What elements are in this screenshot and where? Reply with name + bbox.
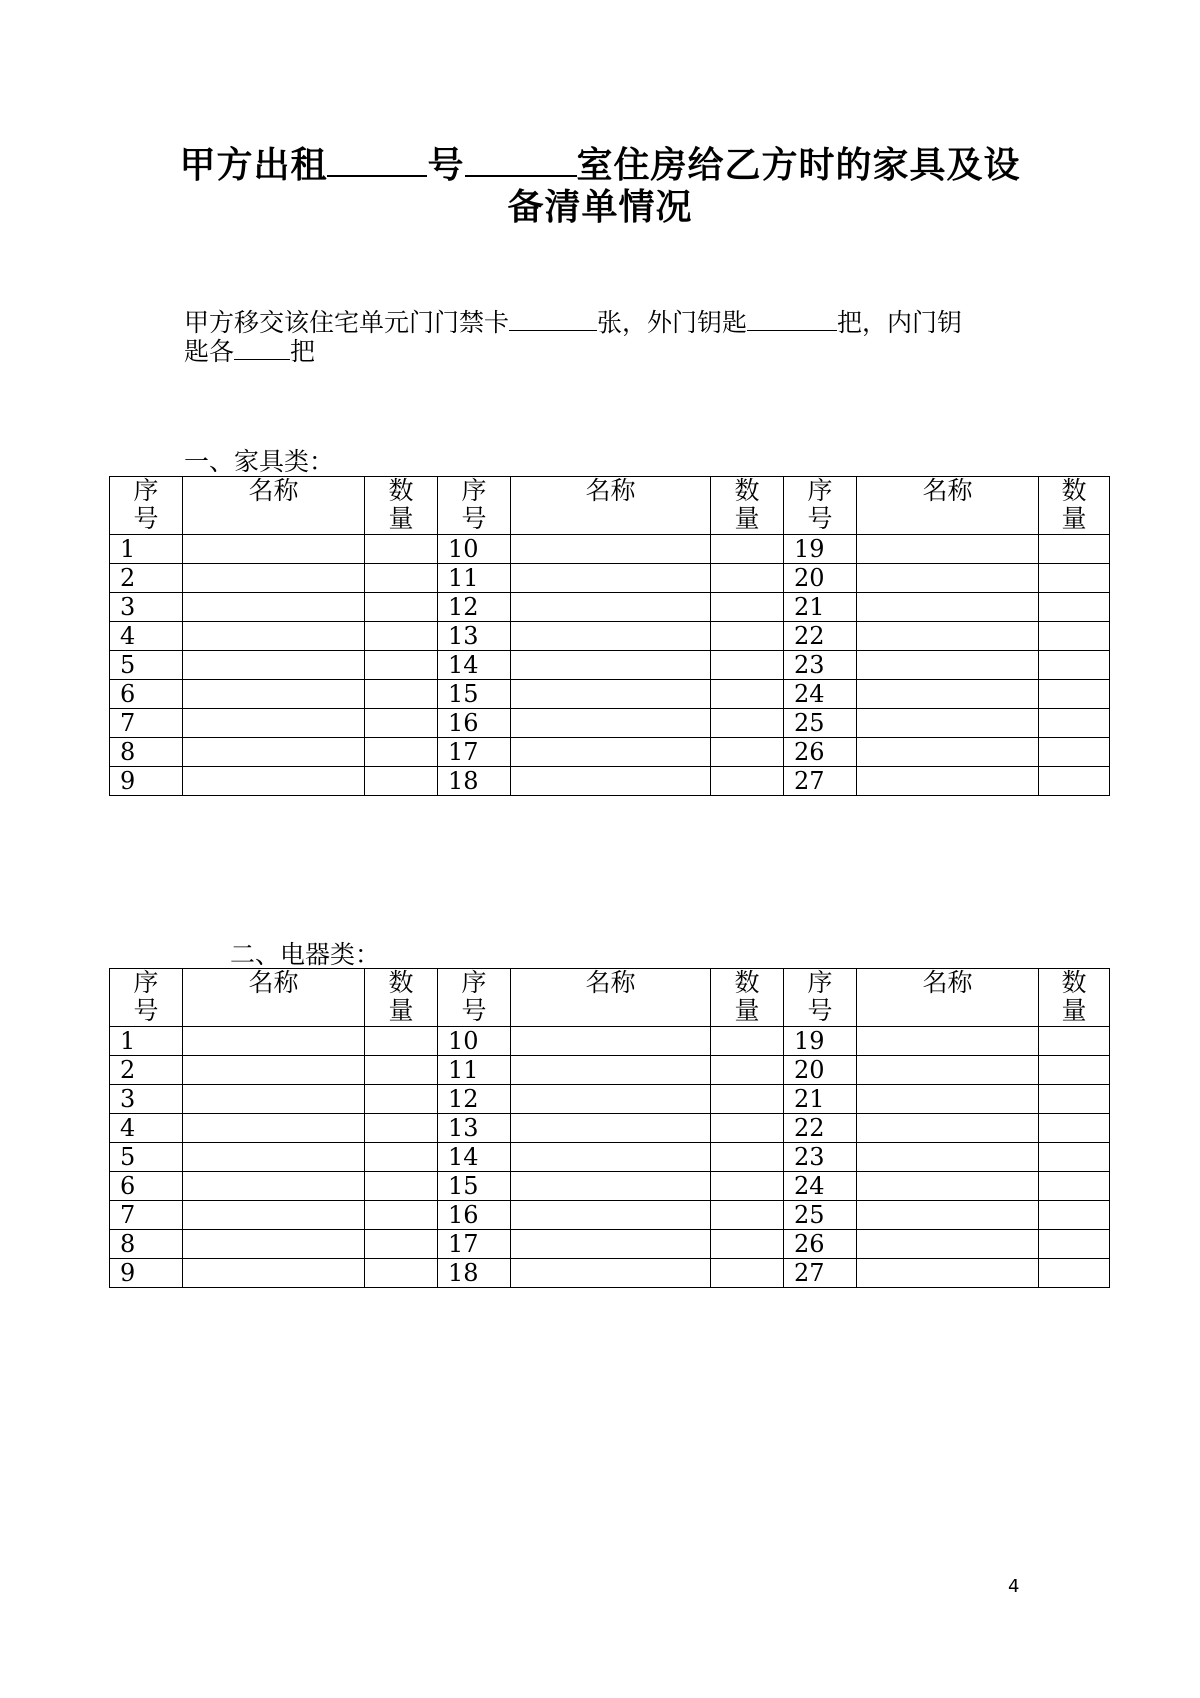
table-row <box>110 1172 1110 1201</box>
seq-cell: 1 <box>110 535 183 564</box>
qty-cell[interactable] <box>711 1056 784 1085</box>
seq-cell: 9 <box>110 1259 183 1288</box>
name-cell[interactable] <box>857 622 1039 651</box>
qty-cell[interactable] <box>711 1114 784 1143</box>
table-row <box>110 593 1110 622</box>
qty-cell[interactable] <box>365 1085 438 1114</box>
qty-cell[interactable] <box>711 680 784 709</box>
name-cell[interactable] <box>511 1230 711 1259</box>
name-cell[interactable] <box>857 709 1039 738</box>
table-row <box>110 535 1110 564</box>
name-header: 名称 <box>511 477 711 535</box>
name-header: 名称 <box>183 969 365 1027</box>
name-cell[interactable] <box>511 535 711 564</box>
name-cell[interactable] <box>857 767 1039 796</box>
seq-cell: 10 <box>438 1027 511 1056</box>
handover-line-2 <box>184 337 315 366</box>
seq-cell: 12 <box>438 1085 511 1114</box>
qty-cell[interactable] <box>365 651 438 680</box>
qty-cell[interactable] <box>1039 1114 1110 1143</box>
seq-cell: 20 <box>784 1056 857 1085</box>
seq-cell: 11 <box>438 564 511 593</box>
name-cell[interactable] <box>183 1143 365 1172</box>
seq-cell: 18 <box>438 1259 511 1288</box>
name-cell[interactable] <box>857 1259 1039 1288</box>
seq-cell: 13 <box>438 622 511 651</box>
seq-cell: 12 <box>438 593 511 622</box>
name-cell[interactable] <box>857 1085 1039 1114</box>
seq-cell: 9 <box>110 767 183 796</box>
name-cell[interactable] <box>511 1027 711 1056</box>
seq-cell: 4 <box>110 1114 183 1143</box>
seq-header: 序 号 <box>784 969 857 1027</box>
qty-cell[interactable] <box>1039 709 1110 738</box>
seq-cell: 21 <box>784 1085 857 1114</box>
name-cell[interactable] <box>183 1201 365 1230</box>
seq-cell: 26 <box>784 738 857 767</box>
seq-cell: 14 <box>438 1143 511 1172</box>
seq-cell: 7 <box>110 1201 183 1230</box>
seq-cell: 22 <box>784 1114 857 1143</box>
qty-cell[interactable] <box>365 593 438 622</box>
name-cell[interactable] <box>511 1056 711 1085</box>
seq-cell: 24 <box>784 680 857 709</box>
table-row <box>110 709 1110 738</box>
name-cell[interactable] <box>511 680 711 709</box>
seq-cell: 19 <box>784 535 857 564</box>
handover-text-c: 把，内门钥 <box>837 308 963 337</box>
seq-cell: 27 <box>784 767 857 796</box>
seq-cell: 23 <box>784 1143 857 1172</box>
qty-cell[interactable] <box>711 1143 784 1172</box>
name-cell[interactable] <box>857 1201 1039 1230</box>
seq-cell: 17 <box>438 1230 511 1259</box>
name-cell[interactable] <box>183 1114 365 1143</box>
appliance-section-heading: 二、电器类： <box>230 940 381 969</box>
seq-cell: 22 <box>784 622 857 651</box>
qty-cell[interactable] <box>365 1259 438 1288</box>
name-cell[interactable] <box>857 1114 1039 1143</box>
qty-cell[interactable] <box>365 1114 438 1143</box>
appliance-table <box>109 968 1110 1288</box>
qty-cell[interactable] <box>1039 1172 1110 1201</box>
seq-cell: 2 <box>110 1056 183 1085</box>
title-part-a: 甲方出租 <box>179 145 328 186</box>
title-part-c: 室住房给乙方时的家具及设 <box>576 145 1021 186</box>
table-header-row <box>110 969 1110 1027</box>
qty-cell[interactable] <box>711 593 784 622</box>
seq-cell: 27 <box>784 1259 857 1288</box>
seq-cell: 21 <box>784 593 857 622</box>
seq-cell: 25 <box>784 709 857 738</box>
furniture-section-heading: 一、家具类： <box>184 447 335 476</box>
table-row <box>110 1085 1110 1114</box>
inner-key-count-blank <box>234 337 290 360</box>
name-header: 名称 <box>511 969 711 1027</box>
qty-cell[interactable] <box>711 738 784 767</box>
seq-cell: 24 <box>784 1172 857 1201</box>
name-cell[interactable] <box>511 1201 711 1230</box>
title-part-b: 号 <box>427 145 465 186</box>
name-cell[interactable] <box>511 622 711 651</box>
qty-cell[interactable] <box>1039 564 1110 593</box>
name-cell[interactable] <box>857 651 1039 680</box>
seq-cell: 16 <box>438 709 511 738</box>
qty-cell[interactable] <box>711 535 784 564</box>
handover-text-e: 把 <box>290 337 316 366</box>
name-cell[interactable] <box>183 1172 365 1201</box>
name-cell[interactable] <box>857 564 1039 593</box>
qty-cell[interactable] <box>711 1027 784 1056</box>
seq-cell: 6 <box>110 680 183 709</box>
room-number-blank <box>465 145 577 177</box>
seq-cell: 11 <box>438 1056 511 1085</box>
name-cell[interactable] <box>183 767 365 796</box>
seq-cell: 14 <box>438 651 511 680</box>
name-cell[interactable] <box>857 1172 1039 1201</box>
name-cell[interactable] <box>511 651 711 680</box>
document-title-line-1 <box>150 145 1050 186</box>
seq-cell: 3 <box>110 593 183 622</box>
name-cell[interactable] <box>183 1085 365 1114</box>
qty-header: 数 量 <box>1039 477 1110 535</box>
furniture-table <box>109 476 1110 796</box>
qty-cell[interactable] <box>1039 593 1110 622</box>
seq-header: 序 号 <box>438 969 511 1027</box>
qty-cell[interactable] <box>711 651 784 680</box>
name-cell[interactable] <box>183 535 365 564</box>
page-number: 4 <box>1008 1576 1020 1597</box>
name-cell[interactable] <box>511 1114 711 1143</box>
qty-cell[interactable] <box>365 535 438 564</box>
name-cell[interactable] <box>857 1143 1039 1172</box>
qty-cell[interactable] <box>365 1230 438 1259</box>
building-number-blank <box>327 145 427 177</box>
table-row <box>110 1201 1110 1230</box>
table-row <box>110 1027 1110 1056</box>
name-cell[interactable] <box>511 709 711 738</box>
qty-cell[interactable] <box>711 1259 784 1288</box>
seq-cell: 25 <box>784 1201 857 1230</box>
qty-cell[interactable] <box>711 564 784 593</box>
qty-cell[interactable] <box>365 767 438 796</box>
qty-cell[interactable] <box>365 738 438 767</box>
seq-cell: 1 <box>110 1027 183 1056</box>
name-cell[interactable] <box>857 680 1039 709</box>
handover-line-1 <box>184 308 962 337</box>
table-row <box>110 680 1110 709</box>
outer-key-count-blank <box>747 308 837 331</box>
qty-cell[interactable] <box>1039 767 1110 796</box>
name-cell[interactable] <box>511 1259 711 1288</box>
seq-cell: 19 <box>784 1027 857 1056</box>
qty-cell[interactable] <box>1039 1201 1110 1230</box>
document-title-line-2: 备清单情况 <box>507 187 693 228</box>
seq-cell: 15 <box>438 680 511 709</box>
qty-cell[interactable] <box>1039 622 1110 651</box>
table-row <box>110 1114 1110 1143</box>
table-row <box>110 622 1110 651</box>
name-cell[interactable] <box>183 680 365 709</box>
table-row <box>110 1259 1110 1288</box>
qty-cell[interactable] <box>711 1201 784 1230</box>
name-cell[interactable] <box>183 1027 365 1056</box>
seq-cell: 17 <box>438 738 511 767</box>
seq-header: 序 号 <box>438 477 511 535</box>
name-cell[interactable] <box>183 593 365 622</box>
name-cell[interactable] <box>511 564 711 593</box>
table-row <box>110 564 1110 593</box>
qty-cell[interactable] <box>711 709 784 738</box>
qty-cell[interactable] <box>365 564 438 593</box>
qty-cell[interactable] <box>1039 535 1110 564</box>
qty-cell[interactable] <box>1039 1085 1110 1114</box>
qty-cell[interactable] <box>365 1143 438 1172</box>
qty-cell[interactable] <box>365 1172 438 1201</box>
name-cell[interactable] <box>183 709 365 738</box>
seq-cell: 16 <box>438 1201 511 1230</box>
qty-cell[interactable] <box>365 709 438 738</box>
name-cell[interactable] <box>857 1230 1039 1259</box>
name-cell[interactable] <box>183 1230 365 1259</box>
table-row <box>110 738 1110 767</box>
name-cell[interactable] <box>511 1172 711 1201</box>
seq-cell: 13 <box>438 1114 511 1143</box>
name-cell[interactable] <box>511 767 711 796</box>
name-header: 名称 <box>857 969 1039 1027</box>
name-cell[interactable] <box>857 1056 1039 1085</box>
name-cell[interactable] <box>857 738 1039 767</box>
table-row <box>110 1056 1110 1085</box>
name-cell[interactable] <box>511 1143 711 1172</box>
seq-header: 序 号 <box>110 477 183 535</box>
seq-header: 序 号 <box>110 969 183 1027</box>
qty-cell[interactable] <box>1039 1056 1110 1085</box>
qty-cell[interactable] <box>1039 1230 1110 1259</box>
name-cell[interactable] <box>183 1259 365 1288</box>
qty-cell[interactable] <box>1039 738 1110 767</box>
table-row <box>110 1143 1110 1172</box>
seq-cell: 7 <box>110 709 183 738</box>
seq-cell: 23 <box>784 651 857 680</box>
name-cell[interactable] <box>183 1056 365 1085</box>
name-header: 名称 <box>857 477 1039 535</box>
qty-header: 数 量 <box>711 477 784 535</box>
qty-cell[interactable] <box>365 680 438 709</box>
name-cell[interactable] <box>183 622 365 651</box>
name-cell[interactable] <box>857 1027 1039 1056</box>
qty-cell[interactable] <box>711 1230 784 1259</box>
seq-cell: 2 <box>110 564 183 593</box>
qty-cell[interactable] <box>365 622 438 651</box>
name-cell[interactable] <box>857 535 1039 564</box>
seq-cell: 6 <box>110 1172 183 1201</box>
seq-cell: 8 <box>110 738 183 767</box>
table-row <box>110 1230 1110 1259</box>
qty-cell[interactable] <box>711 622 784 651</box>
seq-cell: 10 <box>438 535 511 564</box>
qty-cell[interactable] <box>1039 1259 1110 1288</box>
seq-cell: 15 <box>438 1172 511 1201</box>
qty-header: 数 量 <box>365 477 438 535</box>
name-cell[interactable] <box>857 593 1039 622</box>
table-header-row <box>110 477 1110 535</box>
qty-cell[interactable] <box>711 1172 784 1201</box>
appliance-rows <box>110 1027 1110 1288</box>
qty-cell[interactable] <box>1039 1027 1110 1056</box>
table-row <box>110 651 1110 680</box>
qty-cell[interactable] <box>365 1027 438 1056</box>
seq-header: 序 号 <box>784 477 857 535</box>
qty-header: 数 量 <box>711 969 784 1027</box>
name-cell[interactable] <box>511 738 711 767</box>
seq-cell: 5 <box>110 651 183 680</box>
qty-cell[interactable] <box>1039 680 1110 709</box>
seq-cell: 5 <box>110 1143 183 1172</box>
qty-header: 数 量 <box>1039 969 1110 1027</box>
seq-cell: 20 <box>784 564 857 593</box>
furniture-rows <box>110 535 1110 796</box>
seq-cell: 8 <box>110 1230 183 1259</box>
qty-cell[interactable] <box>365 1201 438 1230</box>
handover-text-a: 甲方移交该住宅单元门门禁卡 <box>184 308 510 337</box>
qty-cell[interactable] <box>711 1085 784 1114</box>
table-row <box>110 767 1110 796</box>
name-header: 名称 <box>183 477 365 535</box>
qty-cell[interactable] <box>1039 651 1110 680</box>
name-cell[interactable] <box>511 1085 711 1114</box>
handover-text-d: 匙各 <box>184 337 235 366</box>
qty-cell[interactable] <box>711 767 784 796</box>
seq-cell: 3 <box>110 1085 183 1114</box>
qty-cell[interactable] <box>1039 1143 1110 1172</box>
handover-text-b: 张，外门钥匙 <box>597 308 748 337</box>
qty-header: 数 量 <box>365 969 438 1027</box>
seq-cell: 4 <box>110 622 183 651</box>
name-cell[interactable] <box>183 651 365 680</box>
name-cell[interactable] <box>183 738 365 767</box>
name-cell[interactable] <box>183 564 365 593</box>
qty-cell[interactable] <box>365 1056 438 1085</box>
seq-cell: 18 <box>438 767 511 796</box>
name-cell[interactable] <box>511 593 711 622</box>
access-card-count-blank <box>509 308 597 331</box>
seq-cell: 26 <box>784 1230 857 1259</box>
